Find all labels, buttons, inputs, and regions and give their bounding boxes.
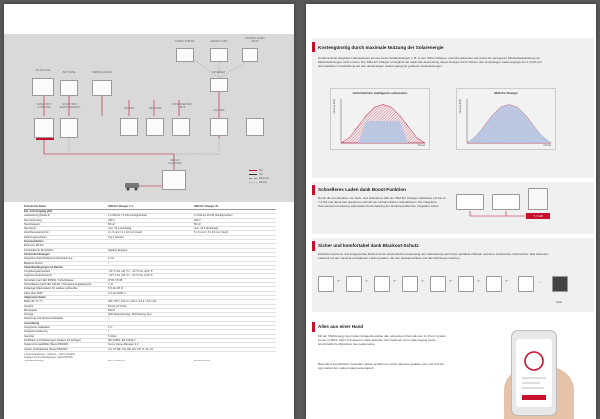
spec-cell: [190, 283, 276, 286]
spec-notes: [24, 354, 276, 363]
plus-icon: +: [505, 279, 509, 285]
plus-icon: +: [365, 279, 369, 285]
legend-ethernet: Ethernet: [249, 177, 269, 181]
spec-cell: [104, 296, 190, 299]
accent-bar-3: [312, 241, 315, 251]
section-blackout-title: Sicher und komfortabel dank Blackout-Schutz: [318, 243, 419, 248]
internet-box: [210, 78, 228, 92]
spec-cell: [190, 257, 276, 260]
spec-cell: Integrierte Gleichfehlerstromüberwachung: [24, 257, 73, 261]
grid-box: [242, 48, 258, 62]
spec-cell: IP 65 / IK 08: [108, 278, 123, 282]
spec-cell: Maße (B / H / T): [24, 300, 43, 304]
spec-cell: −25 °C bis +40 °C / −13 °F bis +104 °F: [108, 270, 153, 274]
spec-cell: [104, 210, 190, 213]
label-charger: SMA EV CHARGER: [168, 159, 182, 165]
spec-cell: [190, 240, 276, 243]
spec-cell: 1,3 kW bis 7,4 kW (konfigurierbar): [108, 214, 148, 218]
spec-cell: [104, 322, 190, 325]
page-left: [4, 4, 294, 419]
spec-cell: [190, 210, 276, 213]
chart-conventional-ylabel: Leistung (kW): [333, 99, 336, 114]
spec-cell: •: [108, 330, 109, 334]
grid-icon: [486, 276, 502, 292]
spec-cell: 5 x 6 mm² / 5 x 10 mm² (starr): [194, 231, 229, 235]
spec-cell: Zertifikate und Zulassungen (weitere auf Anfrage): [24, 338, 81, 342]
lamp-icon: [458, 276, 474, 292]
inverter-box: [34, 118, 54, 138]
spec-type-b: EVC22-3AC-10: [194, 359, 210, 362]
phone-app-graphic: [516, 339, 552, 407]
pv-box: [32, 78, 54, 96]
spec-cell: Integrierte Halterung: [24, 330, 48, 334]
spec-cell: Gewicht: [24, 304, 34, 308]
spec-cell: 400 V: [194, 218, 201, 222]
app-box: [210, 48, 228, 62]
fridge-icon: [430, 276, 446, 292]
spec-cell: IEC 61851, EN 61439-7: [108, 338, 136, 342]
spec-cell: Ethernet / WLAN: [24, 244, 44, 248]
spec-cell: [190, 274, 276, 277]
spec-cell: Nennfrequenz: [24, 222, 41, 226]
spec-cell: Anzeige: [24, 313, 34, 317]
spec-cell: Schutzeinrichtungen: [24, 252, 50, 256]
plus-icon: +: [337, 279, 341, 285]
spec-cell: −30 °C bis +60 °C / −22 °F bis +140 °F: [108, 274, 153, 278]
spec-cell: [190, 317, 276, 320]
spec-type-label: Typenbezeichnung: [24, 359, 44, 362]
legend-ac: AC: [249, 173, 269, 177]
spec-cell: 1,3 kW bis 22 kW (konfigurierbar): [194, 214, 233, 218]
boost-lines: [456, 211, 556, 221]
spec-cell: AU, AT, BE, CH, DE, ES, FR, IT, NL, PL: [108, 347, 154, 351]
spec-cell: [190, 270, 276, 273]
consumer-box: [92, 80, 112, 96]
spec-header-label: Technische Daten: [24, 205, 47, 208]
plug-icon: [346, 276, 362, 292]
section-boost-title: Schnelleres Laden dank Boost-Funktion: [318, 187, 406, 192]
spec-cell: Fahrzeuganschluss: [24, 235, 47, 239]
legend-wlan: WLAN: [249, 181, 269, 185]
section-solar-title: Kostengünstig durch maximale Nutzung der Solarenergie: [318, 45, 444, 50]
spec-cell: [190, 343, 276, 346]
spec-cell: Ladeleistung (Mode 3): [24, 214, 50, 218]
spec-cell: max. 32 A dreiphasig: [194, 227, 219, 231]
spec-cell: [104, 266, 190, 269]
spec-cell: digitaler Eingang: [108, 248, 128, 252]
wallbox-box: [172, 118, 190, 136]
label-app: ENERGY APP: [210, 40, 228, 43]
spec-cell: max. 32 A einphasig: [108, 227, 132, 231]
portal-box: [176, 48, 194, 62]
plus-icon: +: [393, 279, 397, 285]
chart-sma-title: SMA EV Charger: [494, 91, 518, 95]
spec-cell: 50 Hz: [194, 222, 201, 226]
spec-cell: [104, 253, 190, 256]
label-grid: ÖFFENTLICHES NETZ: [245, 37, 265, 43]
spec-cell: Kommunikation: [24, 240, 44, 244]
spec-cell: Integriertes Ladekabel: [24, 326, 50, 330]
section-app-title: Alles aus einer Hand: [318, 324, 364, 329]
spec-cell: Wand: [108, 308, 115, 312]
chart-conventional: [330, 88, 430, 150]
spec-cell: Nennstrom: [24, 227, 37, 231]
spec-cell: [190, 309, 276, 312]
spec-cell: [104, 244, 190, 247]
label-internet: INTERNET: [212, 71, 226, 74]
spec-note-legend: ● Serienausstattung ○ Optional — Nicht verfügbar: [24, 353, 75, 356]
accent-bar: [312, 42, 315, 52]
spec-cell: [190, 244, 276, 247]
chart-conventional-title: herkömmliche intelligente Ladestation: [352, 91, 408, 95]
spec-cell: System-Kompatibilität (Stand 05/2020): [24, 343, 69, 347]
spec-rows: [24, 210, 276, 352]
label-portal: SUNNY PORTAL: [175, 40, 195, 43]
section-solar-text: Herkömmliche stiegbare Ladestationen können keine Solarleistungen z. B. in den frühen Morgen- und Abendstunden auf grund der geringeren Mindestladeleistung von Elektrofahrzeugen nicht nutzen. Der SMA EV Charger ermöglicht die maximale Ausnutzung dieser Energie durch Starten des einphasigen Ladevorgangs bei 1,3 kW und automatischer Umschaltung auf den dreiphasigen Ladevorgang bei größeren Solarleistungen.: [318, 56, 542, 68]
label-meter: ZÄHLER: [123, 107, 135, 110]
grid-icon-box: [456, 194, 484, 210]
label-heat: HEIZSTAB: [148, 107, 162, 110]
grid-meter-box: [246, 118, 264, 136]
spec-cell: [190, 262, 276, 265]
legend-dc: DC: [249, 169, 269, 173]
spec-cell: [190, 348, 276, 351]
spec-cell: [190, 266, 276, 269]
chart-sma-ylabel: Leistung (kW): [459, 99, 462, 114]
spec-cell: 3 x 6 mm² / 3 x 10 mm² (starr): [108, 231, 143, 235]
label-inverter: SUNNY BOY STORAGE: [36, 103, 52, 109]
spec-cell: •: [108, 261, 109, 265]
spec-table: [24, 204, 276, 363]
spec-cell: Blackout-Schutz: [24, 261, 43, 265]
diagram-legend: [249, 169, 269, 185]
spec-cell: Ein- und Ausgang (AC): [24, 210, 53, 213]
spec-cell: Schutzart (nach IEC 60529) / Schutzklasse: [24, 278, 74, 282]
spec-cell: 460 / 357 / 122 mm (18,1 / 14,1 / 4,8 inch): [108, 300, 157, 304]
spec-cell: [190, 313, 276, 316]
spec-cell: [190, 287, 276, 290]
section-app-text-2: Besonders komfortabel: Anwender geben einfach ein, wann das Auto geladen sein soll und die App startet den Ladevorgang automatisch.: [318, 362, 444, 370]
charger-box: [162, 170, 186, 190]
spec-cell: [190, 236, 276, 239]
spec-cell: Zulässiger Maximalwert für relative Luftfeuchte: [24, 287, 78, 291]
battery-box: [60, 80, 78, 96]
spec-cell: 5 m: [108, 326, 113, 330]
label-battery: BATTERIE: [62, 71, 76, 74]
spec-cell: Lagertemperaturbereich: [24, 274, 52, 278]
smart-box: [60, 118, 78, 138]
heat-box: [146, 118, 164, 136]
spec-cell: Sunny Home Manager 2.0: [108, 343, 139, 347]
plus-icon: +: [421, 279, 425, 285]
chart-conventional-plot: [331, 89, 431, 151]
chart-conventional-xlabel: Uhrzeit: [417, 144, 425, 147]
spec-cell: 230 V: [108, 218, 115, 222]
spec-cell: [104, 240, 190, 243]
phone-image: [511, 330, 557, 416]
label-smart: SUNNY BOY SMART ENERGY: [59, 103, 81, 109]
chart-sma-xlabel: Uhrzeit: [543, 144, 551, 147]
spec-cell: [190, 253, 276, 256]
accent-bar-2: [312, 185, 315, 195]
spec-note-conditions: Angaben bei Nennbedingungen, Stand 05/2020: [24, 356, 73, 359]
spec-cell: 8,0 kg (17,6 lbs): [108, 304, 127, 308]
spec-cell: [190, 322, 276, 325]
spec-header-model-a: SMA EV Charger 7.4: [108, 205, 133, 208]
label-wallbox: INTEGRIERTES NETZ: [172, 103, 192, 109]
spec-cell: Fernbedienter Einschalter: [24, 248, 54, 252]
spec-row: [24, 348, 276, 352]
section-boost-text: Durch die Kombination von Netz- und Solarstrom lädt der SMA EV Charger wahlweise mit bis zu 7,4 kW und damit fast doppelt so schnell wie herkömmliche Ladestationen. Die integrierte Summenstrommessung stellt dabei die Einhaltung der landesspezifischen Vorgaben sicher.: [318, 196, 446, 208]
spec-cell: Länder-Verfügbarkeit (Stand 05/2020): [24, 347, 68, 351]
house-icon: [318, 276, 334, 292]
plus-icon: →: [537, 279, 543, 285]
heater-icon: [374, 276, 390, 292]
router-box: [210, 118, 228, 136]
spec-cell: Nennspannung: [24, 218, 42, 222]
spec-cell: Umweltbedingungen im Betrieb: [24, 265, 63, 269]
spec-cell: 0 m bis 2000 m: [108, 291, 126, 295]
label-consumer: VERBRAUCHER: [92, 71, 112, 74]
spec-cell: [190, 339, 276, 342]
spec-cell: I / III: [108, 283, 114, 287]
lock-icon: [552, 276, 568, 292]
spec-cell: •: [108, 317, 109, 321]
spec-cell: [190, 326, 276, 329]
solar-icon-box: [492, 194, 520, 210]
section-app-text: Mit der SMA Energy App haben Anlagenbetreiber alle relevanten Informationen zu ihrem System immer im Blick. Mehr Transparenz dank aktueller Informationen zum Ladevorgang sowie komfortable Konfiguration des Lademodus.: [318, 334, 447, 346]
spec-cell: [190, 296, 276, 299]
spec-cell: [190, 279, 276, 282]
spec-header-model-b: SMA EV Charger 22: [194, 205, 219, 208]
spec-cell: [190, 300, 276, 303]
label-router: ROUTER: [213, 109, 225, 112]
system-diagram: [24, 38, 276, 198]
spec-cell: LED-Statusanzeige, SMA Energy App: [108, 313, 152, 317]
spec-cell: 50 Hz: [108, 222, 115, 226]
spec-type-a: EVC7.4-1AC-10: [108, 359, 125, 362]
spec-cell: Steuerung und Nutzerschnittstelle: [24, 317, 63, 321]
spec-cell: Höhe über NHN: [24, 291, 43, 295]
section-blackout-bg: [312, 238, 594, 312]
spec-cell: Typ 2 Stecker: [108, 235, 124, 239]
spec-cell: 5 % bis 95 %: [108, 287, 124, 291]
car-icon: [518, 276, 534, 292]
spec-cell: Montageart: [24, 308, 38, 312]
phone-screen: [516, 339, 552, 407]
spec-cell: [190, 292, 276, 295]
spec-cell: 5 Jahre: [108, 334, 117, 338]
spec-cell: Schutzklasse (nach IEC 61140) / Überspannungskategorie: [24, 283, 92, 287]
plus-icon: +: [449, 279, 453, 285]
charger-icon-box: [528, 188, 548, 210]
section-blackout-text: Einfache Insolvenz und zeitgerechter Betrieb durch automatische Anpassung der Ladeleistung auch beim parallelen Betrieb mehrerer elektrischer Verbraucher. Das bedeutet: Ladezeit mit der maximal verfügbaren Leistung laden, die den Hausanschluss und das Fahrzeug erreichen.: [318, 252, 549, 260]
spec-cell: [190, 330, 276, 333]
spec-cell: Garantie: [24, 334, 34, 338]
label-pv: PV-ANLAGE: [35, 69, 51, 72]
meter-box: [120, 118, 138, 136]
accent-bar-4: [312, 322, 315, 332]
washer-icon: [402, 276, 418, 292]
blackout-safe-label: Safe: [556, 300, 563, 304]
plus-icon: +: [477, 279, 481, 285]
spec-cell: 6 mA: [108, 257, 115, 261]
spec-cell: Ausstattung: [24, 321, 40, 325]
spec-type-row: [24, 360, 276, 363]
spec-cell: Allgemeine Daten: [24, 295, 46, 299]
page-right: [306, 4, 596, 419]
charging-series: [467, 105, 551, 144]
spec-cell: [190, 249, 276, 252]
spec-cell: Umgebungstemperatur: [24, 270, 51, 274]
chart-sma: [456, 88, 556, 150]
car-icon: [124, 178, 140, 190]
boost-badge: 7,4 kW: [526, 213, 550, 219]
spec-cell: [190, 335, 276, 338]
spec-cell: [190, 305, 276, 308]
chart-sma-plot: [457, 89, 557, 151]
spec-cell: Anschlussquerschnitt: [24, 231, 49, 235]
